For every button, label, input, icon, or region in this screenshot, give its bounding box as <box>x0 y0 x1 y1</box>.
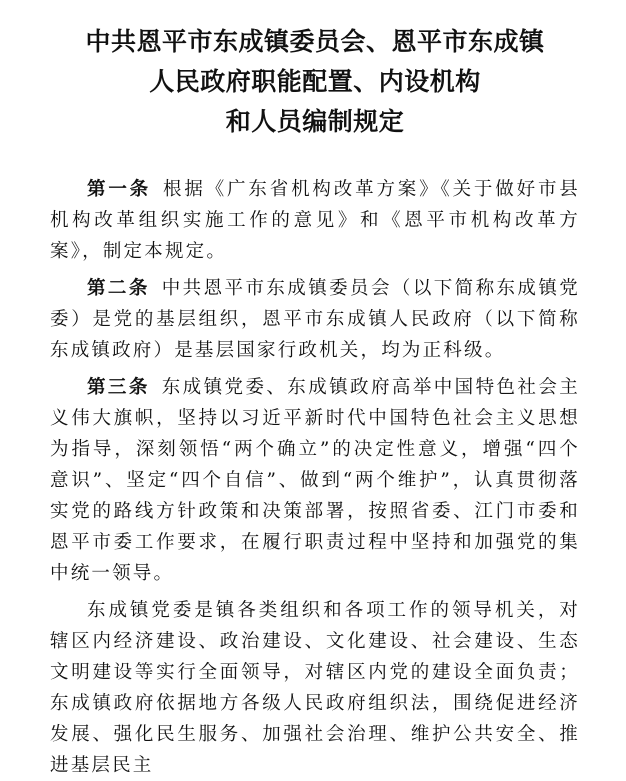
article-text: 东成镇党委、东成镇政府高举中国特色社会主义伟大旗帜，坚持以习近平新时代中国特色社会主义思想为指导，深刻领悟“两个确立”的决定性意义，增强“四个意识”、坚定“四个自信”、做到“两个维护”，认真贯彻落实党的路线方针政策和决策部署，按照省委、江门市委和恩平市委工作要求，在履行职责过程中坚持和加强党的集中统一领导。 <box>50 377 580 584</box>
article-number: 第三条 <box>87 377 150 398</box>
article-2 <box>50 273 580 366</box>
article-3 <box>50 372 580 589</box>
title-line: 和人员编制规定 <box>225 107 405 136</box>
article-text: 根据《广东省机构改革方案》《关于做好市县机构改革组织实施工作的意见》和《恩平市机构改革方案》，制定本规定。 <box>50 179 580 262</box>
body-paragraph: 东成镇党委是镇各类组织和各项工作的领导机关，对辖区内经济建设、政治建设、文化建设、社会建设、生态文明建设等实行全面领导，对辖区内党的建设全面负责；东成镇政府依据地方各级人民政府组织法，围绕促进经济发展、强化民生服务、加强社会治理、维护公共安全、推进基层民主 <box>50 600 580 776</box>
title-line: 中共恩平市东成镇委员会、恩平市东成镇 <box>85 27 545 56</box>
article-text: 中共恩平市东成镇委员会（以下简称东成镇党委）是党的基层组织，恩平市东成镇人民政府（以下简称东成镇政府）是基层国家行政机关，均为正科级。 <box>50 278 580 361</box>
article-number: 第一条 <box>87 179 152 200</box>
article-number: 第二条 <box>87 278 150 299</box>
document-title <box>50 22 580 142</box>
article-1 <box>50 174 580 267</box>
title-line: 人民政府职能配置、内设机构 <box>149 67 481 96</box>
